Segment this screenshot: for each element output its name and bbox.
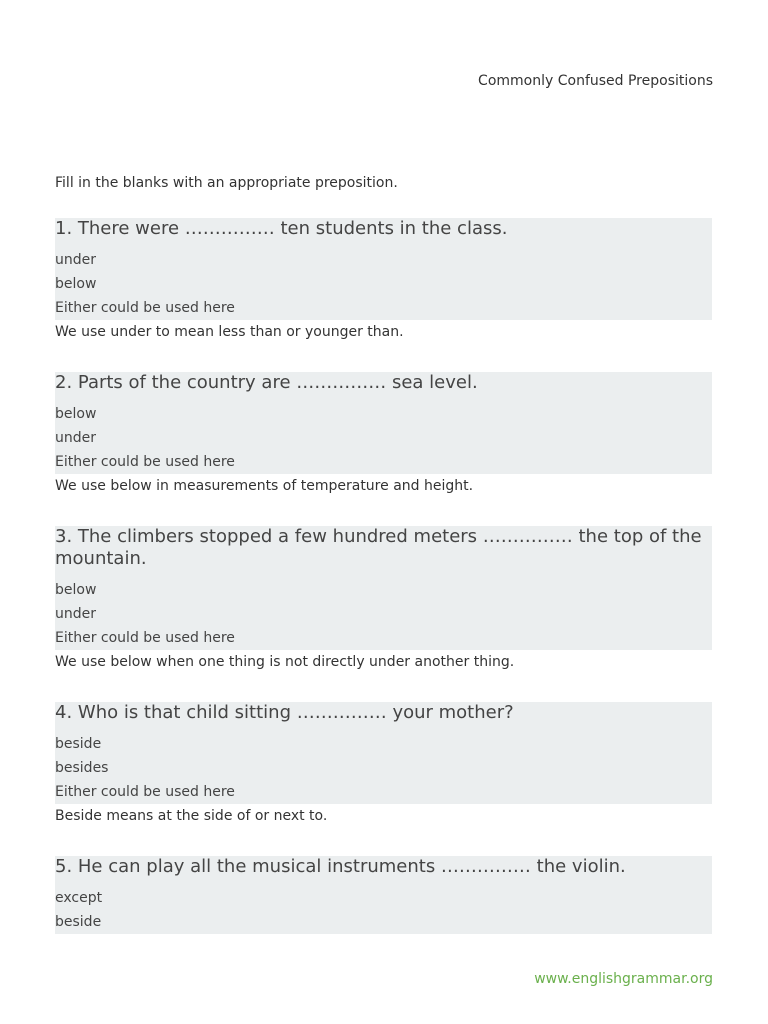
footer-site-link[interactable]: www.englishgrammar.org xyxy=(534,971,713,987)
option-under[interactable]: under xyxy=(55,252,97,268)
question-3 xyxy=(55,526,712,674)
question-text: 4. Who is that child sitting …………… your mother? xyxy=(55,702,514,723)
question-5 xyxy=(55,856,712,934)
explanation: Beside means at the side of or next to. xyxy=(55,808,328,824)
question-1 xyxy=(55,218,712,344)
option-either[interactable]: Either could be used here xyxy=(55,784,235,800)
question-box xyxy=(55,702,712,804)
option-beside[interactable]: beside xyxy=(55,914,102,930)
option-either[interactable]: Either could be used here xyxy=(55,300,235,316)
question-text: 2. Parts of the country are …………… sea level. xyxy=(55,372,478,393)
option-except[interactable]: except xyxy=(55,890,103,906)
question-text: 5. He can play all the musical instruments …………… the violin. xyxy=(55,856,626,877)
option-beside[interactable]: beside xyxy=(55,736,102,752)
question-4 xyxy=(55,702,712,828)
page-header: Commonly Confused Prepositions xyxy=(478,73,713,89)
explanation: We use below when one thing is not directly under another thing. xyxy=(55,654,515,670)
option-below[interactable]: below xyxy=(55,582,97,598)
explanation: We use under to mean less than or younger than. xyxy=(55,324,404,340)
option-either[interactable]: Either could be used here xyxy=(55,454,235,470)
option-either[interactable]: Either could be used here xyxy=(55,630,235,646)
question-list xyxy=(55,218,712,962)
question-box xyxy=(55,218,712,320)
question-2 xyxy=(55,372,712,498)
option-under[interactable]: under xyxy=(55,606,97,622)
explanation: We use below in measurements of temperature and height. xyxy=(55,478,474,494)
option-under[interactable]: under xyxy=(55,430,97,446)
question-text: 3. The climbers stopped a few hundred meters …………… the top of the mountain. xyxy=(55,526,702,569)
option-below[interactable]: below xyxy=(55,276,97,292)
option-below[interactable]: below xyxy=(55,406,97,422)
question-box xyxy=(55,526,712,650)
question-box xyxy=(55,372,712,474)
question-box xyxy=(55,856,712,934)
question-text: 1. There were …………… ten students in the class. xyxy=(55,218,508,239)
instructions: Fill in the blanks with an appropriate preposition. xyxy=(55,175,398,191)
option-besides[interactable]: besides xyxy=(55,760,109,776)
